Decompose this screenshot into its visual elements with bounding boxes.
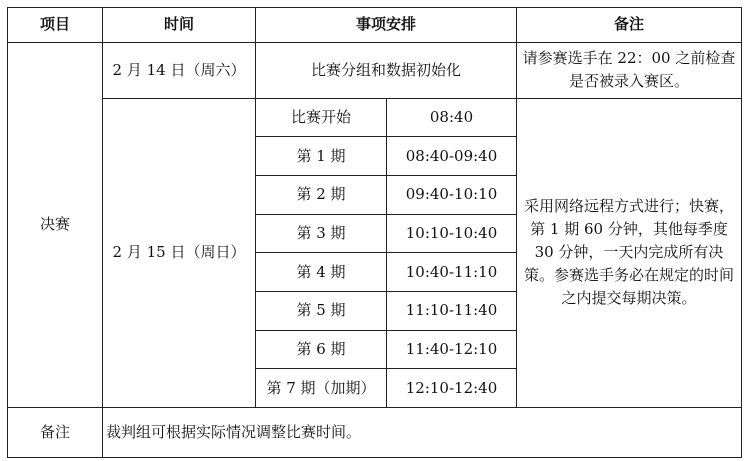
period-time: 08:40-09:40 [387, 137, 517, 176]
period-time: 10:40-11:10 [387, 253, 517, 292]
day1-remark: 请参赛选手在 22：00 之前检查是否被录入赛区。 [517, 42, 742, 98]
period-name: 第 4 期 [256, 253, 387, 292]
day2-remark: 采用网络远程方式进行；快赛，第 1 期 60 分钟，其他每季度 30 分钟，一天内完成所有决策。参赛选手务必在规定的时间之内提交每期决策。 [517, 98, 742, 408]
period-time: 08:40 [387, 98, 517, 137]
day1-date: 2 月 14 日（周六） [103, 42, 256, 98]
period-time: 09:40-10:10 [387, 175, 517, 214]
period-time: 11:40-12:10 [387, 330, 517, 369]
footer-text: 裁判组可根据实际情况调整比赛时间。 [103, 408, 742, 458]
header-row [8, 8, 742, 43]
day1-item: 比赛分组和数据初始化 [256, 42, 517, 98]
period-name: 第 6 期 [256, 330, 387, 369]
table-row [8, 42, 742, 98]
footer-row [8, 408, 742, 458]
period-time: 11:10-11:40 [387, 292, 517, 331]
footer-label: 备注 [8, 408, 103, 458]
header-project: 项目 [8, 8, 103, 43]
schedule-table [7, 7, 742, 458]
header-time: 时间 [103, 8, 256, 43]
day2-date: 2 月 15 日（周日） [103, 98, 256, 408]
period-name: 第 3 期 [256, 214, 387, 253]
period-name: 比赛开始 [256, 98, 387, 137]
period-name: 第 5 期 [256, 292, 387, 331]
table-row [8, 98, 742, 137]
period-name: 第 2 期 [256, 175, 387, 214]
period-name: 第 1 期 [256, 137, 387, 176]
header-schedule: 事项安排 [256, 8, 517, 43]
period-time: 12:10-12:40 [387, 369, 517, 408]
header-remark: 备注 [517, 8, 742, 43]
period-time: 10:10-10:40 [387, 214, 517, 253]
final-label: 决赛 [8, 42, 103, 407]
period-name: 第 7 期（加期） [256, 369, 387, 408]
